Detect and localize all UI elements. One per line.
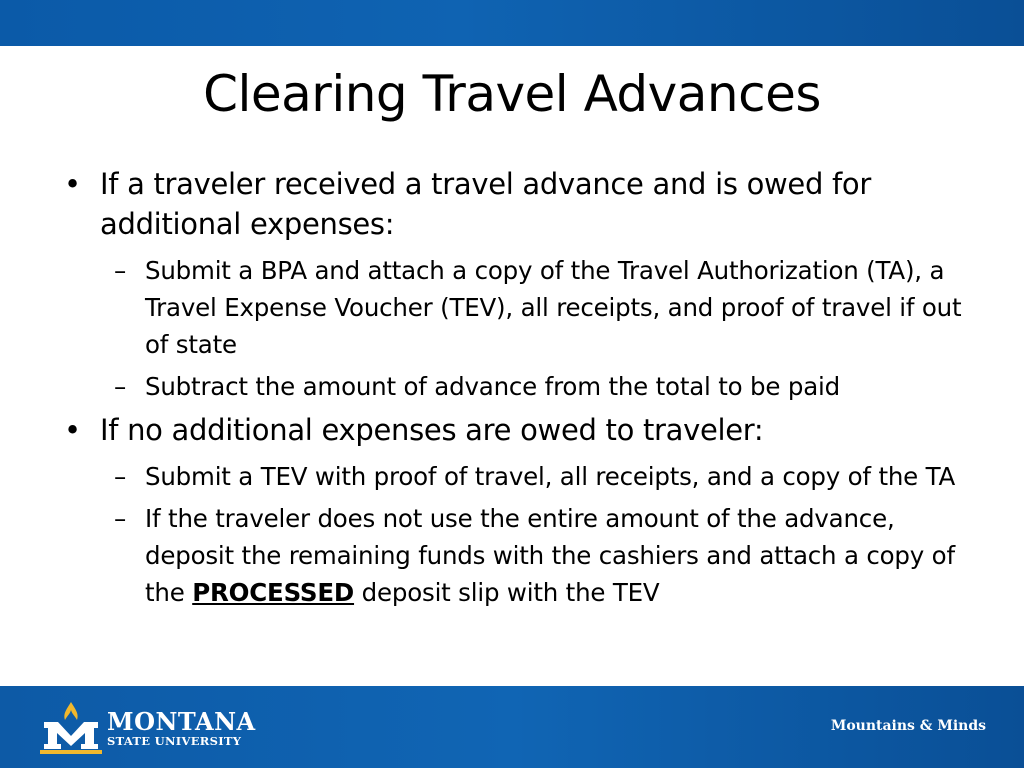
slide-title: Clearing Travel Advances (203, 65, 821, 123)
dash-glyph: – (114, 462, 127, 491)
dash-glyph: – (114, 372, 127, 401)
bullet-text: If a traveler received a travel advance and is owed for additional expenses: (100, 167, 871, 241)
sub-bullet-text: Submit a BPA and attach a copy of the Travel Authorization (TA), a Travel Expense Voucher (TEV), all receipts, and proof of travel if out of state (145, 256, 962, 359)
bullet-glyph: • (64, 167, 81, 201)
sub-bullet-text: Submit a TEV with proof of travel, all receipts, and a copy of the TA (145, 462, 956, 491)
dash-glyph: – (114, 256, 127, 285)
msu-logo-icon (36, 700, 106, 756)
sub-bullet-item (64, 368, 984, 405)
sub-bullet-item (64, 252, 984, 363)
sub-bullet-text (145, 504, 955, 607)
bullet-item (64, 410, 984, 450)
bullet-text: If no additional expenses are owed to traveler: (100, 413, 764, 447)
logo-wordmark: MONTANA (107, 707, 256, 736)
sub-bullet-text-after: deposit slip with the TEV (361, 578, 660, 607)
dash-glyph: – (114, 504, 127, 533)
sub-bullet-text-before: If the traveler does not use the entire amount of the advance, deposit the remaining funds with the cashiers and attach a copy of the (145, 504, 955, 607)
top-blue-band (0, 0, 1024, 46)
bullet-item (64, 164, 984, 244)
processed-emphasis: PROCESSED (192, 578, 355, 607)
sub-bullet-item (64, 500, 984, 611)
footer-tagline: Mountains & Minds (830, 718, 986, 734)
sub-bullet-text: Subtract the amount of advance from the total to be paid (145, 372, 840, 401)
sub-bullet-item (64, 458, 984, 495)
bullet-glyph: • (64, 413, 81, 447)
logo-subtitle: STATE UNIVERSITY (107, 734, 242, 748)
slide-content (64, 164, 984, 616)
